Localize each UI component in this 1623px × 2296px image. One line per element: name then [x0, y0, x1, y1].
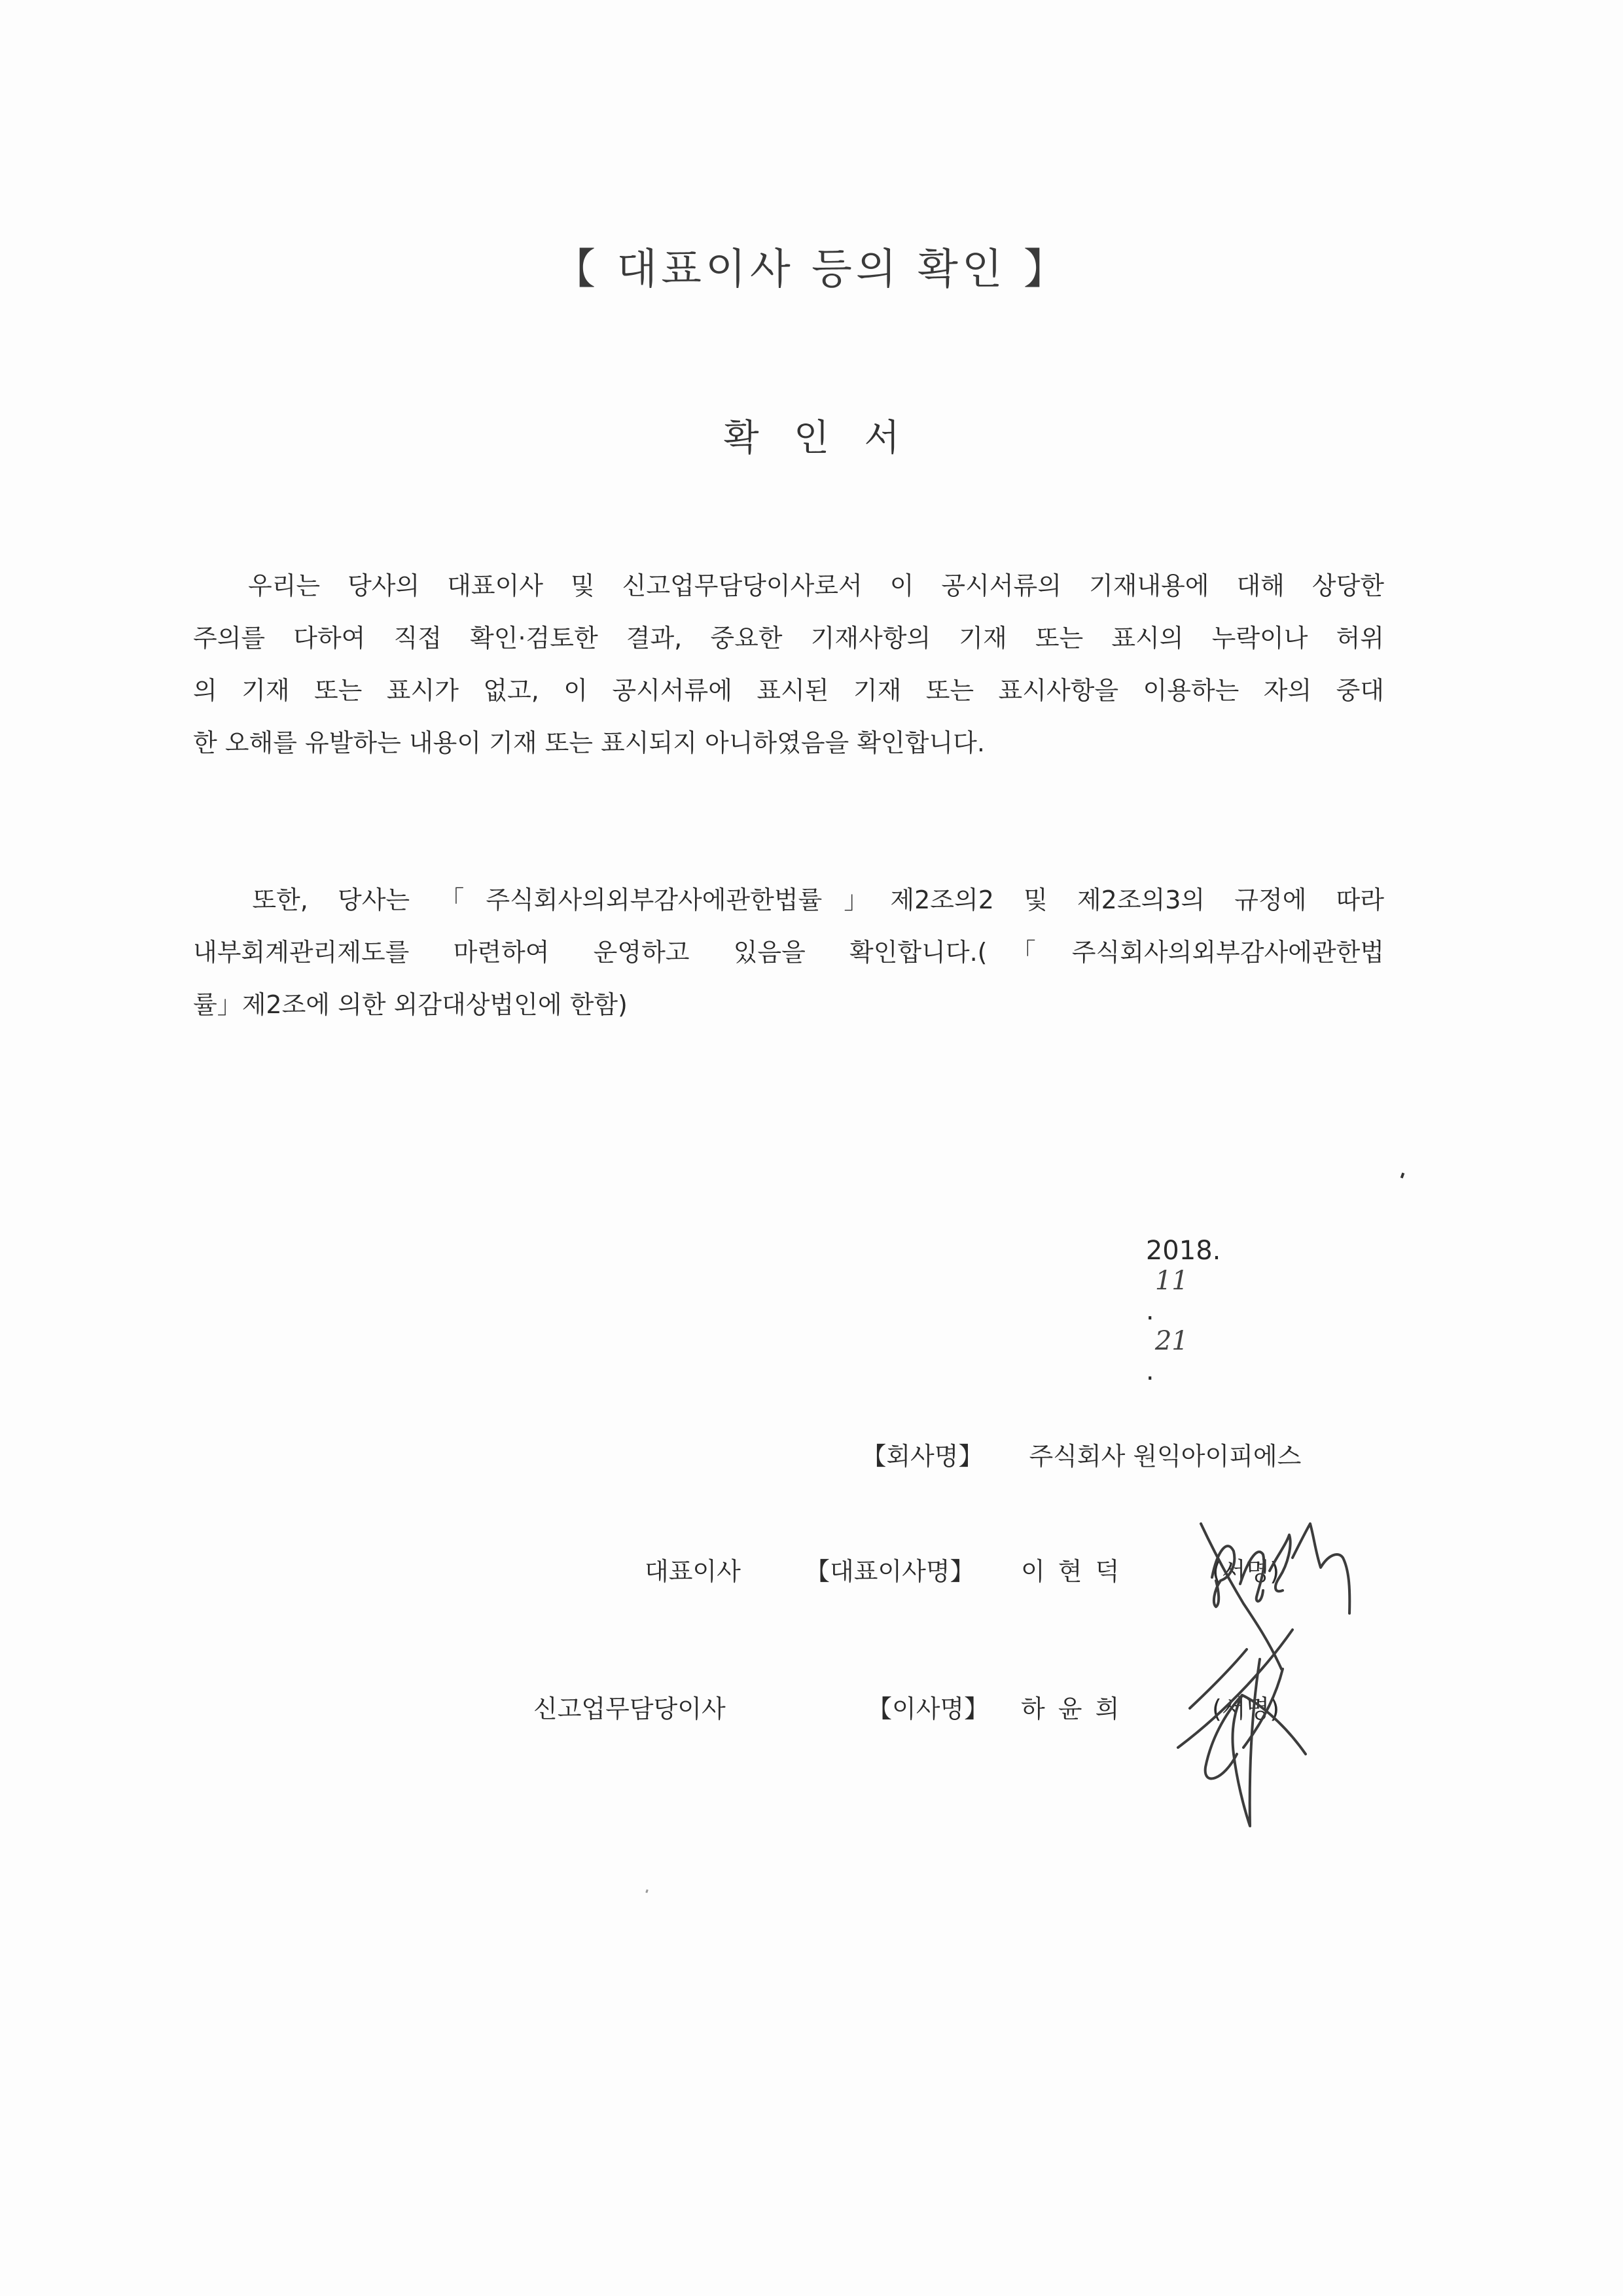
company-label: 【회사명】	[861, 1442, 984, 1471]
signer-label: 【대표이사명】	[805, 1557, 975, 1586]
signer-role: 대표이사	[645, 1557, 741, 1586]
document-subtitle: 확 인 서	[723, 417, 900, 459]
date-month-handwritten: 11	[1154, 1266, 1188, 1296]
signature-disclosure-officer	[1165, 1623, 1394, 1859]
scan-speck	[645, 1890, 649, 1893]
signer-row-ceo	[0, 1551, 1623, 1590]
signature-placeholder: (서명)	[1212, 1557, 1280, 1586]
date-day-handwritten: 21	[1154, 1326, 1188, 1356]
company-name-row	[830, 1407, 1301, 1501]
paragraph-line: 우리는 당사의 대표이사 및 신고업무담당이사로서 이 공시서류의 기재내용에 대해 상당한	[193, 571, 1384, 600]
paragraph-line: 내부회계관리제도를 마련하여 운영하고 있음을 확인합니다.(「주식회사의외부감사에관한법	[193, 938, 1384, 967]
paragraph-line: 주의를 다하여 직접 확인·검토한 결과, 중요한 기재사항의 기재 또는 표시의 누락이나 허위	[193, 624, 1384, 653]
page-title: 【 대표이사 등의 확인 】	[554, 245, 1069, 294]
document-date	[1113, 1206, 1221, 1416]
paragraph-line: 한 오해를 유발하는 내용이 기재 또는 표시되지 아니하였음을 확인합니다.	[193, 728, 985, 757]
paragraph-line: 또한, 당사는 「주식회사의외부감사에관한법률」제2조의2 및 제2조의3의 규정에 따라	[193, 886, 1384, 914]
paragraph-line: 률」제2조에 의한 외감대상법인에 한함)	[193, 990, 628, 1019]
signer-name: 하 윤 희	[1021, 1695, 1122, 1723]
paragraph-line: 의 기재 또는 표시가 없고, 이 공시서류에 표시된 기재 또는 표시사항을 이용하는 자의 중대	[193, 676, 1384, 705]
signer-row-disclosure-officer	[0, 1689, 1623, 1728]
date-separator: .	[1145, 1296, 1154, 1326]
date-year: 2018.	[1145, 1236, 1221, 1266]
scan-speck	[1400, 1173, 1404, 1179]
date-end: .	[1145, 1356, 1154, 1386]
confirmation-paragraph	[193, 560, 1384, 769]
signer-role: 신고업무담당이사	[533, 1695, 726, 1723]
signer-label: 【이사명】	[867, 1695, 990, 1723]
company-value: 주식회사 원익아이피에스	[1029, 1442, 1302, 1471]
internal-control-paragraph	[193, 874, 1384, 1031]
signature-ceo	[1165, 1505, 1394, 1715]
signature-placeholder: (서명)	[1212, 1695, 1280, 1723]
signer-name: 이 현 덕	[1021, 1557, 1122, 1586]
